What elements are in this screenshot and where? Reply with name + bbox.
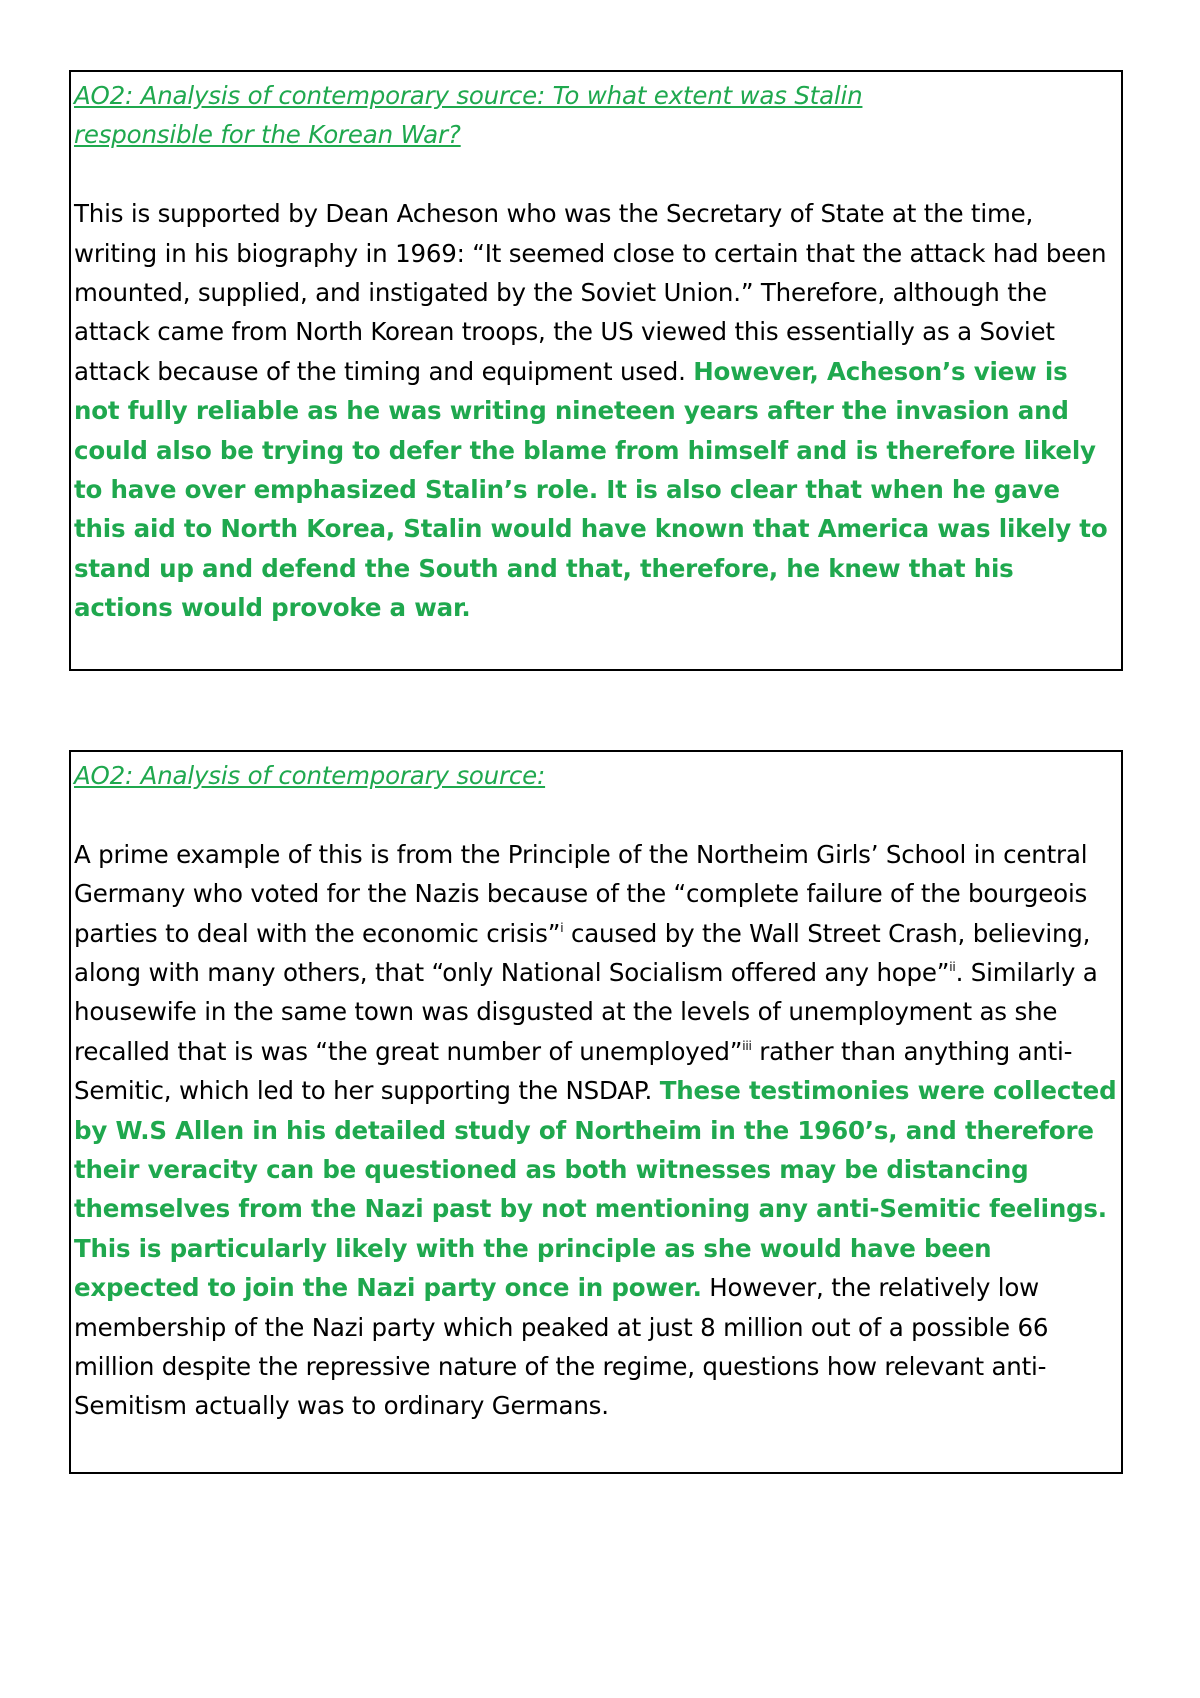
box2-text-part1: A prime example of this is from the Principle of the Northeim Girls’ School in central Germany who voted for the Nazis because of the “complete failure of the bourgeois parties to deal with the economic crisis” <box>74 839 1088 948</box>
box1-heading <box>74 76 1117 155</box>
box1-heading-line1: AO2: Analysis of contemporary source: To what extent was Stalin <box>74 81 863 110</box>
spacer <box>74 795 1117 834</box>
box2-text-part4: rather than anything anti-Semitic, which led to her supporting the NSDAP. <box>74 1036 1073 1106</box>
box2-evaluation-green: These testimonies were collected by W.S Allen in his detailed study of Northeim in the 1960’s, and therefore their veracity can be questioned as both witnesses may be distancing themselves from the Nazi past by not mentioning any anti-Semitic feelings. This is particularly likely with the principle as she would have been expected to join the Nazi party once in power. <box>74 1076 1117 1303</box>
box1-paragraph <box>74 194 1117 627</box>
box1-heading-line2: responsible for the Korean War? <box>74 120 461 150</box>
endnote-ref-1: i <box>560 920 564 935</box>
northeim-source-textbox <box>69 750 1123 1474</box>
spacer <box>74 155 1117 194</box>
stalin-korean-war-textbox <box>69 70 1123 671</box>
box1-body-green: However, Acheson’s view is not fully reliable as he was writing nineteen years after the invasion and could also be trying to defer the blame from himself and is therefore likely to have over emphasized Stalin’s role. It is also clear that when he gave this aid to North Korea, Stalin would have known that America was likely to stand up and defend the South and that, therefore, he knew that his actions would provoke a war. <box>74 356 1108 623</box>
box2-text-part5: However, the relatively low membership of the Nazi party which peaked at just 8 million out of a possible 66 million despite the repressive nature of the regime, questions how relevant anti-Semitism actually was to ordinary Germans. <box>74 1273 1049 1421</box>
box2-paragraph <box>74 835 1117 1426</box>
box2-text-part2: caused by the Wall Street Crash, believing, along with many others, that “only National Socialism offered any hope” <box>74 918 1091 988</box>
endnote-ref-3: iii <box>742 1038 752 1053</box>
box1-body-plain: This is supported by Dean Acheson who was the Secretary of State at the time, writing in his biography in 1969: “It seemed close to certain that the attack had been mounted, supplied, and instigated by the Soviet Union.” Therefore, although the attack came from North Korean troops, the US viewed this essentially as a Soviet attack because of the timing and equipment used. <box>74 199 1107 386</box>
endnote-ref-2: ii <box>949 960 956 975</box>
box2-text-part3: . Similarly a housewife in the same town was disgusted at the levels of unemployment as she recalled that is was “the great number of unemployed” <box>74 958 1098 1066</box>
box2-heading: AO2: Analysis of contemporary source: <box>74 761 546 790</box>
